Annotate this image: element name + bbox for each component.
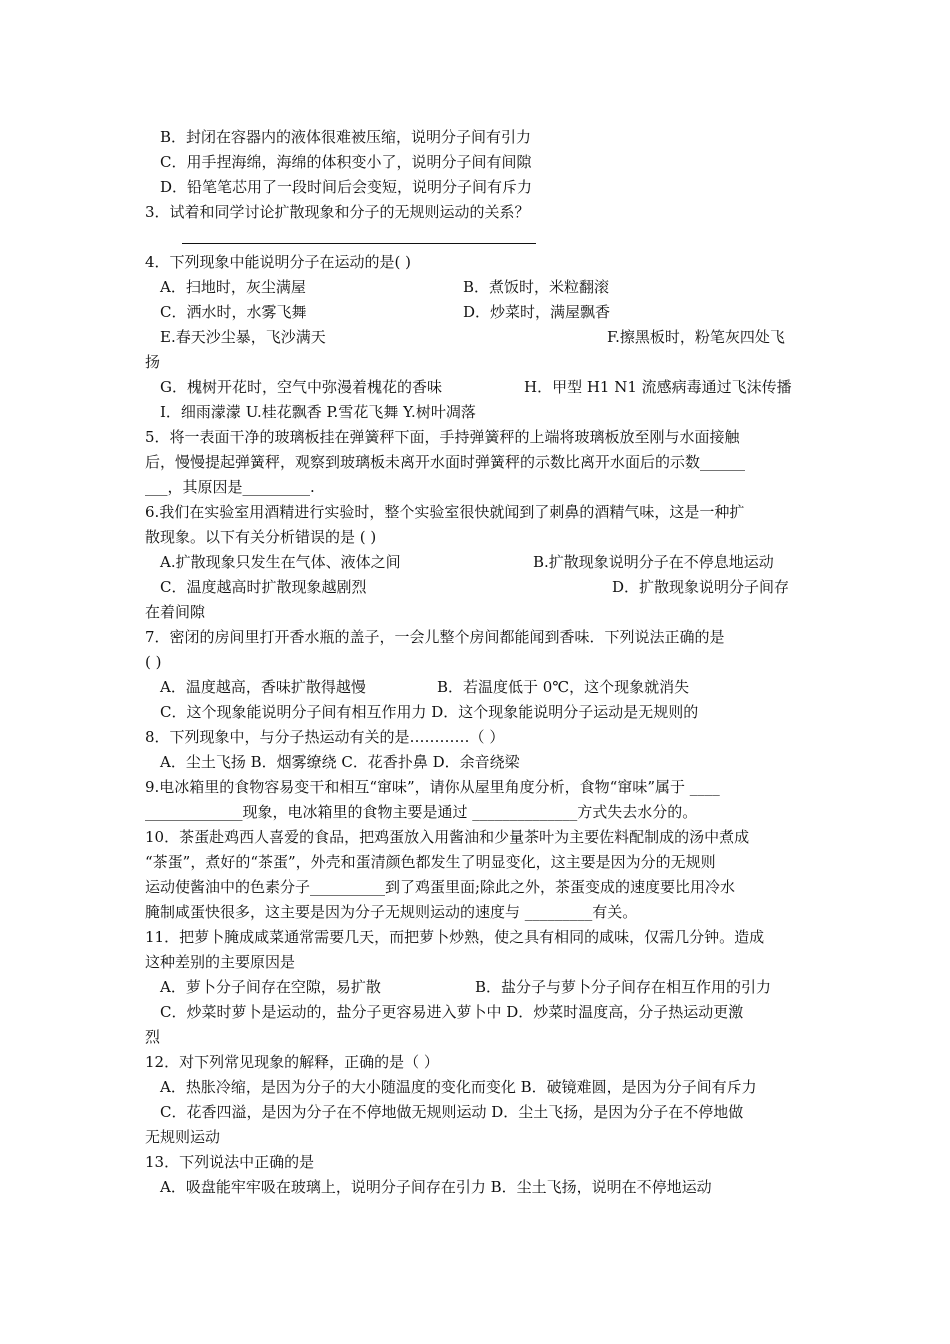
q6-option-a: A.扩散现象只发生在气体、液体之间 (160, 553, 401, 571)
q5-stem-2: 后，慢慢提起弹簧秤，观察到玻璃板未离开水面时弹簧秤的示数比离开水面后的示数______ (145, 453, 746, 471)
q8-stem: 8．下列现象中，与分子热运动有关的是…………（ ） (145, 728, 505, 746)
q7-option-a: A．温度越高，香味扩散得越慢 (160, 678, 366, 696)
q13-option-ab: A．吸盘能牢牢吸在玻璃上，说明分子间存在引力 B．尘土飞扬，说明在不停地运动 (160, 1178, 712, 1196)
q4-option-e: E.春天沙尘暴，飞沙满天 (160, 328, 326, 346)
q6-stem-1: 6.我们在实验室用酒精进行实验时，整个实验室很快就闻到了刺鼻的酒精气味，这是一种扩 (145, 503, 745, 521)
q7-option-b: B．若温度低于 0℃，这个现象就消失 (437, 678, 690, 696)
q9-stem-1: 9.电冰箱里的食物容易变干和相互“窜味”，请你从屋里角度分析，食物“窜味”属于 ____ (145, 778, 720, 796)
q10-stem-4: 腌制咸蛋快很多，这主要是因为分子无规则运动的速度与 _________有关。 (145, 903, 638, 921)
q4-option-c: C．洒水时，水雾飞舞 (160, 303, 307, 321)
q6-option-b: B.扩散现象说明分子在不停息地运动 (533, 553, 774, 571)
q7-stem-2: ( ) (145, 653, 162, 671)
q5-stem-3: ___，其原因是_________. (145, 478, 315, 496)
q9-stem-2: _____________现象，电冰箱里的食物主要是通过 ______________方式失去水分的。 (145, 803, 698, 821)
q2-option-b: B．封闭在容器内的液体很难被压缩，说明分子间有引力 (160, 128, 532, 146)
q10-stem-1: 10．茶蛋赴鸡西人喜爱的食品，把鸡蛋放入用酱油和少量茶叶为主要佐料配制成的汤中煮成 (145, 828, 750, 846)
q10-stem-3: 运动使酱油中的色素分子__________到了鸡蛋里面;除此之外，茶蛋变成的速度要比用冷水 (145, 878, 736, 896)
q12-stem: 12．对下列常见现象的解释，正确的是（ ） (145, 1053, 439, 1071)
q2-option-c: C．用手捏海绵，海绵的体积变小了，说明分子间有间隙 (160, 153, 532, 171)
q13-stem: 13．下列说法中正确的是 (145, 1153, 315, 1171)
q6-option-d-cont: 在着间隙 (145, 603, 206, 621)
q4-stem: 4．下列现象中能说明分子在运动的是( ) (145, 253, 412, 271)
q6-stem-2: 散现象。以下有关分析错误的是 ( ) (145, 528, 377, 546)
q4-option-i: I．细雨濛濛 U.桂花飘香 P.雪花飞舞 Y.树叶凋落 (160, 403, 476, 421)
q3-answer-blank (182, 243, 536, 244)
q3-stem: 3．试着和同学讨论扩散现象和分子的无规则运动的关系？ (145, 203, 530, 221)
q11-stem-1: 11．把萝卜腌成咸菜通常需要几天，而把萝卜炒熟，使之具有相同的咸味，仅需几分钟。造成 (145, 928, 765, 946)
q7-option-cd: C．这个现象能说明分子间有相互作用力 D．这个现象能说明分子运动是无规则的 (160, 703, 699, 721)
q12-option-ab: A．热胀冷缩，是因为分子的大小随温度的变化而变化 B．破镜难圆，是因为分子间有斥力 (160, 1078, 757, 1096)
q4-option-d: D．炒菜时，满屋飘香 (463, 303, 611, 321)
q11-option-d-cont: 烈 (145, 1028, 161, 1046)
q2-option-d: D．铅笔笔芯用了一段时间后会变短，说明分子间有斥力 (160, 178, 533, 196)
q6-option-d: D．扩散现象说明分子间存 (612, 578, 790, 596)
q11-option-b: B．盐分子与萝卜分子间存在相互作用的引力 (475, 978, 772, 996)
q12-option-cd: C．花香四溢，是因为分子在不停地做无规则运动 D．尘土飞扬，是因为分子在不停地做 (160, 1103, 744, 1121)
q5-stem-1: 5．将一表面干净的玻璃板挂在弹簧秤下面，手持弹簧秤的上端将玻璃板放至刚与水面接触 (145, 428, 740, 446)
q4-option-b: B．煮饭时，米粒翻滚 (463, 278, 610, 296)
q11-option-a: A．萝卜分子间存在空隙，易扩散 (160, 978, 381, 996)
q11-stem-2: 这种差别的主要原因是 (145, 953, 296, 971)
q4-option-f: F.擦黑板时，粉笔灰四处飞 (607, 328, 785, 346)
q7-stem-1: 7．密闭的房间里打开香水瓶的盖子，一会儿整个房间都能闻到香味．下列说法正确的是 (145, 628, 725, 646)
q4-option-g: G．槐树开花时，空气中弥漫着槐花的香味 (160, 378, 442, 396)
q11-option-cd: C．炒菜时萝卜是运动的，盐分子更容易进入萝卜中 D．炒菜时温度高，分子热运动更激 (160, 1003, 744, 1021)
q4-option-a: A．扫地时，灰尘满屋 (160, 278, 306, 296)
q4-option-h: H．甲型 H1 N1 流感病毒通过飞沫传播 (524, 378, 792, 396)
q10-stem-2: “茶蛋”，煮好的“茶蛋”，外壳和蛋清颜色都发生了明显变化，这主要是因为分的无规则 (145, 853, 716, 871)
q12-option-d-cont: 无规则运动 (145, 1128, 221, 1146)
q6-option-c: C．温度越高时扩散现象越剧烈 (160, 578, 367, 596)
q8-options: A．尘土飞扬 B．烟雾缭绕 C．花香扑鼻 D．余音绕梁 (160, 753, 520, 771)
q4-option-f-cont: 扬 (145, 353, 161, 371)
